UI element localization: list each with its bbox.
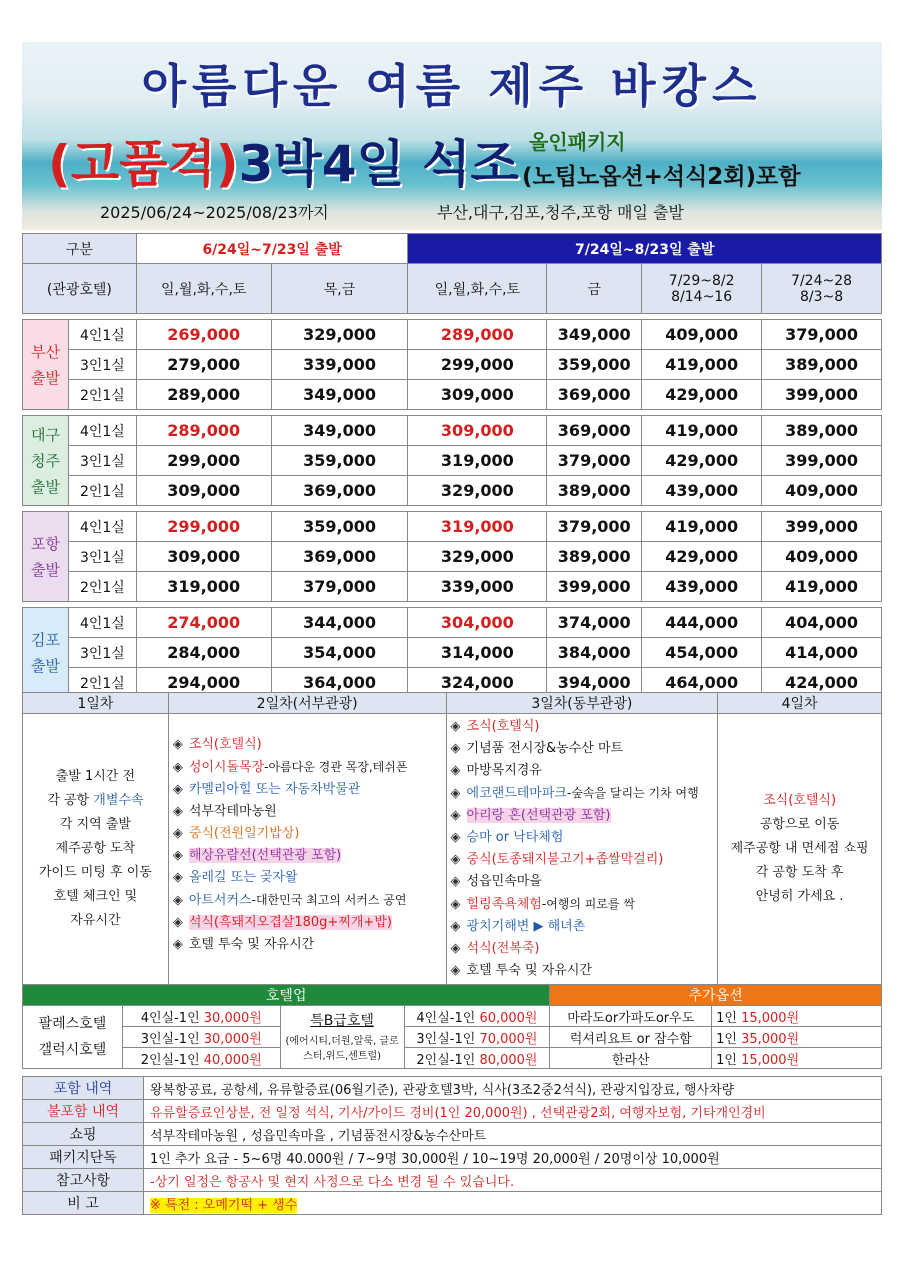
remarks-highlight: ※ 특전 : 오메기떡 + 생수 — [150, 1197, 298, 1213]
itinerary-activity: 승마 or 낙타체험 — [466, 830, 564, 845]
col-header: 일,월,화,수,토 — [408, 264, 547, 314]
grade-title: 특B급호텔 — [310, 1013, 374, 1029]
region-label: 포항 출발 — [23, 512, 69, 602]
upgrade-label: 3인실-1인 — [416, 1031, 480, 1047]
price-cell: 429,000 — [642, 446, 762, 476]
itinerary-table — [22, 692, 882, 985]
price-cell: 329,000 — [408, 476, 547, 506]
itinerary-item — [451, 916, 714, 938]
itinerary-item — [173, 779, 442, 801]
price-cell: 424,000 — [762, 668, 882, 698]
grade-cell — [280, 1006, 404, 1069]
price-cell: 319,000 — [408, 446, 547, 476]
price-cell: 284,000 — [136, 638, 271, 668]
price-cell: 419,000 — [642, 416, 762, 446]
itinerary-activity: 광치기해변 ▶ 해녀촌 — [466, 919, 586, 934]
package-label: 올인패키지 — [529, 130, 626, 154]
itinerary-activity: 중식(전원일기밥상) — [188, 826, 300, 841]
subtitle-main: 3박4일 석조 — [238, 135, 519, 193]
hotel-header: 호텔업 — [23, 985, 550, 1006]
price-row — [23, 572, 882, 602]
day1-line — [23, 789, 168, 813]
price-cell: 359,000 — [547, 350, 642, 380]
price-cell: 454,000 — [642, 638, 762, 668]
price-cell: 289,000 — [408, 320, 547, 350]
itinerary-note: -여행의 피로를 싹 — [541, 897, 635, 911]
room-occupancy: 2인1실 — [68, 476, 136, 506]
price-cell: 389,000 — [547, 476, 642, 506]
shopping-label: 쇼핑 — [23, 1123, 144, 1146]
bullet-icon: ◈ — [450, 941, 461, 956]
upgrade-price — [122, 1027, 280, 1048]
day3-header: 3일차(동부관광) — [446, 693, 718, 714]
price-cell: 399,000 — [762, 380, 882, 410]
itinerary-activity: 성이시돌목장 — [188, 760, 265, 775]
bullet-icon: ◈ — [172, 937, 183, 952]
bullet-icon: ◈ — [172, 893, 183, 908]
itinerary-item — [451, 738, 714, 760]
banner-title: 아름다운 여름 제주 바캉스 — [141, 59, 763, 113]
itinerary-item — [451, 827, 714, 849]
header-gubun: 구분 — [23, 234, 137, 264]
price-cell: 379,000 — [547, 446, 642, 476]
price-cell: 294,000 — [136, 668, 271, 698]
price-cell: 319,000 — [408, 512, 547, 542]
upgrade-amount: 80,000원 — [479, 1052, 538, 1068]
upgrade-price — [122, 1048, 280, 1069]
hotel-upgrade-table — [22, 984, 882, 1069]
period1-header: 6/24일~7/23일 출발 — [136, 234, 408, 264]
price-cell: 439,000 — [642, 476, 762, 506]
price-cell: 339,000 — [271, 350, 408, 380]
upgrade-label: 4인실-1인 — [140, 1010, 204, 1026]
grade-hotels: (에어시티,더원,알룩, 글로스터,위드,센트럴) — [285, 1036, 399, 1062]
hotel-names — [23, 1006, 123, 1069]
itinerary-note: -숲속을 달리는 기차 여행 — [566, 786, 699, 800]
bullet-icon: ◈ — [172, 826, 183, 841]
price-row — [23, 608, 882, 638]
header-hotel: (관광호텔) — [23, 264, 137, 314]
itinerary-item — [173, 801, 442, 823]
price-cell: 289,000 — [136, 416, 271, 446]
bullet-icon: ◈ — [450, 963, 461, 978]
itinerary-item — [173, 845, 442, 867]
option-amount: 35,000원 — [741, 1031, 800, 1047]
price-row — [23, 512, 882, 542]
price-cell: 349,000 — [271, 416, 408, 446]
hotel-name: 갤럭시호텔 — [38, 1042, 107, 1058]
day4-schedule — [718, 714, 882, 985]
price-cell: 359,000 — [271, 512, 408, 542]
price-cell: 269,000 — [136, 320, 271, 350]
bullet-icon: ◈ — [172, 760, 183, 775]
itinerary-activity: 아리랑 혼(선택관광 포함) — [466, 808, 611, 823]
itinerary-item — [451, 716, 714, 738]
upgrade-label: 2인실-1인 — [140, 1052, 204, 1068]
banner-subtitle — [48, 124, 519, 196]
price-cell: 364,000 — [271, 668, 408, 698]
itinerary-note: -아름다운 경관 목장,테쉬폰 — [264, 760, 408, 774]
col-header-line: 7/29~8/2 — [668, 272, 735, 289]
period-text: 2025/06/24~2025/08/23까지 — [100, 203, 329, 222]
private-value: 1인 추가 요금 - 5~6명 40.000원 / 7~9명 30,000원 / 10~19명 20,000원 / 20명이상 10,000원 — [144, 1146, 882, 1169]
price-cell: 319,000 — [136, 572, 271, 602]
day1-line: 각 지역 출발 — [59, 817, 131, 832]
day4-line: 제주공항 내 면세점 쇼핑 — [730, 841, 869, 856]
itinerary-activity: 기념품 전시장&농수산 마트 — [466, 741, 624, 756]
room-occupancy: 4인1실 — [68, 512, 136, 542]
price-cell: 369,000 — [271, 542, 408, 572]
price-cell: 344,000 — [271, 608, 408, 638]
price-cell: 409,000 — [762, 476, 882, 506]
option-unit: 1인 — [716, 1031, 742, 1047]
price-cell: 419,000 — [762, 572, 882, 602]
day2-header: 2일차(서부관광) — [168, 693, 446, 714]
price-cell: 324,000 — [408, 668, 547, 698]
price-cell: 399,000 — [762, 512, 882, 542]
itinerary-activity: 조식(호텔식) — [188, 737, 262, 752]
bullet-icon: ◈ — [450, 763, 461, 778]
price-cell: 379,000 — [762, 320, 882, 350]
price-cell: 429,000 — [642, 380, 762, 410]
itinerary-activity: 힐링족욕체험 — [466, 897, 542, 912]
departures-text: 부산,대구,김포,청주,포항 매일 출발 — [437, 203, 684, 222]
price-cell: 399,000 — [762, 446, 882, 476]
day4-line: 안녕히 가세요 . — [755, 889, 844, 904]
price-row — [23, 476, 882, 506]
bullet-icon: ◈ — [450, 852, 461, 867]
region-label: 대구 청주 출발 — [23, 416, 69, 506]
price-row — [23, 350, 882, 380]
itinerary-activity: 호텔 투숙 및 자유시간 — [466, 963, 592, 978]
day1-line: 자유시간 — [70, 913, 121, 928]
option-price — [712, 1048, 882, 1069]
upgrade-label: 4인실-1인 — [416, 1010, 480, 1026]
itinerary-item — [451, 760, 714, 782]
price-row — [23, 416, 882, 446]
day4-line: 각 공항 도착 후 — [755, 865, 844, 880]
itinerary-activity: 카멜리아힐 또는 자동차박물관 — [188, 782, 361, 797]
price-cell: 289,000 — [136, 380, 271, 410]
day2-schedule — [168, 714, 446, 985]
day4-line: 공항으로 이동 — [759, 817, 840, 832]
itinerary-activity: 성읍민속마을 — [466, 874, 542, 889]
itinerary-activity: 조식(호텔식) — [466, 719, 540, 734]
col-header: 금 — [547, 264, 642, 314]
price-cell: 444,000 — [642, 608, 762, 638]
price-cell: 279,000 — [136, 350, 271, 380]
option-name: 한라산 — [550, 1048, 712, 1069]
price-cell: 299,000 — [408, 350, 547, 380]
price-row — [23, 380, 882, 410]
hotel-name: 팔레스호텔 — [38, 1016, 107, 1032]
col-header-line: 7/24~28 — [791, 272, 853, 289]
bullet-icon: ◈ — [172, 737, 183, 752]
remarks-label: 비 고 — [23, 1192, 144, 1215]
package-detail: (노팁노옵션+석식2회)포함 — [522, 164, 801, 190]
col-header-line: 8/3~8 — [799, 288, 844, 305]
bullet-icon: ◈ — [172, 804, 183, 819]
price-cell: 379,000 — [271, 572, 408, 602]
price-cell: 309,000 — [408, 416, 547, 446]
day1-line: 제주공항 도착 — [55, 841, 136, 856]
price-cell: 354,000 — [271, 638, 408, 668]
info-table — [22, 1076, 882, 1215]
itinerary-item — [451, 960, 714, 982]
col-header-line: 8/14~16 — [671, 288, 733, 305]
bullet-icon: ◈ — [450, 741, 461, 756]
price-cell: 309,000 — [136, 542, 271, 572]
itinerary-item — [451, 805, 714, 827]
upgrade-amount: 70,000원 — [479, 1031, 538, 1047]
price-cell: 299,000 — [136, 446, 271, 476]
upgrade-price — [122, 1006, 280, 1027]
price-row — [23, 320, 882, 350]
price-cell: 314,000 — [408, 638, 547, 668]
room-occupancy: 3인1실 — [68, 446, 136, 476]
day1-header: 1일차 — [23, 693, 169, 714]
price-cell: 374,000 — [547, 608, 642, 638]
price-cell: 414,000 — [762, 638, 882, 668]
day1-line: 호텔 체크인 및 — [53, 889, 138, 904]
room-occupancy: 2인1실 — [68, 668, 136, 698]
itinerary-activity: 아트서커스 — [188, 893, 252, 908]
excluded-value: 유류할증료인상분, 전 일정 석식, 기사/가이드 경비(1인 20,000원) , 선택관광2회, 여행자보험, 기타개인경비 — [144, 1100, 882, 1123]
room-occupancy: 2인1실 — [68, 380, 136, 410]
col-header — [762, 264, 882, 314]
upgrade-price — [404, 1006, 550, 1027]
included-value: 왕복항공료, 공항세, 유류할증료(06월기준), 관광호텔3박, 식사(3조2중2석식), 관광지입장료, 행사차량 — [144, 1077, 882, 1100]
itinerary-activity: 올레길 또는 곶자왈 — [188, 870, 298, 885]
price-cell: 309,000 — [408, 380, 547, 410]
region-label: 부산 출발 — [23, 320, 69, 410]
day1-line: 출발 1시간 전 — [55, 769, 136, 784]
itinerary-activity: 중식(토종돼지불고기+좁쌀막걸리) — [466, 852, 664, 867]
itinerary-activity: 석식(흑돼지오겹살180g+찌개+밥) — [188, 915, 392, 930]
itinerary-activity: 석부작테마농원 — [188, 804, 277, 819]
itinerary-item — [451, 782, 714, 805]
price-row — [23, 638, 882, 668]
price-cell: 329,000 — [271, 320, 408, 350]
col-header: 목,금 — [271, 264, 408, 314]
price-table — [22, 233, 882, 698]
included-label: 포함 내역 — [23, 1077, 144, 1100]
notes-value: -상기 일정은 항공사 및 현지 사정으로 다소 변경 될 수 있습니다. — [144, 1169, 882, 1192]
room-occupancy: 3인1실 — [68, 542, 136, 572]
room-occupancy: 3인1실 — [68, 350, 136, 380]
price-cell: 349,000 — [271, 380, 408, 410]
region-label: 김포 출발 — [23, 608, 69, 698]
itinerary-item — [173, 912, 442, 934]
bullet-icon: ◈ — [450, 808, 461, 823]
price-cell: 304,000 — [408, 608, 547, 638]
subtitle-grade: (고품격) — [48, 135, 239, 193]
itinerary-item — [173, 734, 442, 756]
price-row — [23, 446, 882, 476]
bullet-icon: ◈ — [450, 897, 461, 912]
price-cell: 339,000 — [408, 572, 547, 602]
option-amount: 15,000원 — [741, 1052, 800, 1068]
price-cell: 379,000 — [547, 512, 642, 542]
price-cell: 429,000 — [642, 542, 762, 572]
bullet-icon: ◈ — [172, 848, 183, 863]
bullet-icon: ◈ — [450, 786, 461, 801]
price-cell: 389,000 — [547, 542, 642, 572]
day1-text: 각 공항 — [47, 793, 94, 808]
itinerary-item — [173, 934, 442, 956]
option-unit: 1인 — [716, 1052, 742, 1068]
room-occupancy: 2인1실 — [68, 572, 136, 602]
price-cell: 389,000 — [762, 350, 882, 380]
bullet-icon: ◈ — [450, 830, 461, 845]
private-label: 패키지단독 — [23, 1146, 144, 1169]
price-cell: 409,000 — [642, 320, 762, 350]
upgrade-amount: 30,000원 — [203, 1031, 262, 1047]
price-cell: 369,000 — [547, 380, 642, 410]
price-cell: 404,000 — [762, 608, 882, 638]
price-cell: 309,000 — [136, 476, 271, 506]
itinerary-item — [451, 893, 714, 916]
excluded-label: 불포함 내역 — [23, 1100, 144, 1123]
bullet-icon: ◈ — [172, 782, 183, 797]
day3-schedule — [446, 714, 718, 985]
title-banner — [22, 42, 882, 230]
room-occupancy: 4인1실 — [68, 608, 136, 638]
itinerary-activity: 호텔 투숙 및 자유시간 — [188, 937, 315, 952]
notes-label: 참고사항 — [23, 1169, 144, 1192]
option-price — [712, 1006, 882, 1027]
upgrade-amount: 30,000원 — [203, 1010, 262, 1026]
itinerary-item — [451, 938, 714, 960]
bullet-icon: ◈ — [450, 919, 461, 934]
itinerary-item — [173, 889, 442, 912]
price-row — [23, 542, 882, 572]
upgrade-label: 2인실-1인 — [416, 1052, 480, 1068]
price-cell: 419,000 — [642, 350, 762, 380]
day1-highlight: 개별수속 — [93, 793, 144, 808]
itinerary-item — [173, 867, 442, 889]
itinerary-item — [451, 849, 714, 871]
price-cell: 409,000 — [762, 542, 882, 572]
price-cell: 349,000 — [547, 320, 642, 350]
day4-line: 조식(호텔식) — [763, 793, 837, 808]
price-cell: 389,000 — [762, 416, 882, 446]
itinerary-activity: 에코랜드테마파크 — [466, 786, 567, 801]
bullet-icon: ◈ — [450, 874, 461, 889]
price-cell: 369,000 — [271, 476, 408, 506]
price-cell: 394,000 — [547, 668, 642, 698]
room-occupancy: 3인1실 — [68, 638, 136, 668]
upgrade-amount: 60,000원 — [479, 1010, 538, 1026]
bullet-icon: ◈ — [172, 915, 183, 930]
option-name: 마라도or가파도or우도 — [550, 1006, 712, 1027]
itinerary-activity: 마방목지경유 — [466, 763, 542, 778]
price-cell: 464,000 — [642, 668, 762, 698]
upgrade-amount: 40,000원 — [203, 1052, 262, 1068]
shopping-value: 석부작테마농원 , 성읍민속마을 , 기념품전시장&농수산마트 — [144, 1123, 882, 1146]
itinerary-item — [173, 756, 442, 779]
itinerary-item — [173, 823, 442, 845]
itinerary-activity: 석식(전복죽) — [466, 941, 540, 956]
price-cell: 359,000 — [271, 446, 408, 476]
price-cell: 329,000 — [408, 542, 547, 572]
option-unit: 1인 — [716, 1010, 742, 1026]
col-header: 일,월,화,수,토 — [136, 264, 271, 314]
itinerary-activity: 해상유람선(선택관광 포함) — [188, 848, 342, 863]
room-occupancy: 4인1실 — [68, 320, 136, 350]
remarks-value — [144, 1192, 882, 1215]
price-cell: 439,000 — [642, 572, 762, 602]
period2-header: 7/24일~8/23일 출발 — [408, 234, 882, 264]
itinerary-note: -대한민국 최고의 서커스 공연 — [251, 893, 407, 907]
upgrade-label: 3인실-1인 — [140, 1031, 204, 1047]
price-cell: 274,000 — [136, 608, 271, 638]
price-cell: 419,000 — [642, 512, 762, 542]
day1-schedule — [23, 714, 169, 985]
price-cell: 299,000 — [136, 512, 271, 542]
day4-header: 4일차 — [718, 693, 882, 714]
upgrade-price — [404, 1048, 550, 1069]
day1-line: 가이드 미팅 후 이동 — [38, 865, 152, 880]
price-cell: 384,000 — [547, 638, 642, 668]
option-price — [712, 1027, 882, 1048]
upgrade-price — [404, 1027, 550, 1048]
room-occupancy: 4인1실 — [68, 416, 136, 446]
option-header: 추가옵션 — [550, 985, 882, 1006]
bullet-icon: ◈ — [172, 870, 183, 885]
price-cell: 399,000 — [547, 572, 642, 602]
price-cell: 369,000 — [547, 416, 642, 446]
bullet-icon: ◈ — [450, 719, 461, 734]
itinerary-item — [451, 871, 714, 893]
option-amount: 15,000원 — [741, 1010, 800, 1026]
option-name: 럭셔리요트 or 잠수함 — [550, 1027, 712, 1048]
col-header — [642, 264, 762, 314]
